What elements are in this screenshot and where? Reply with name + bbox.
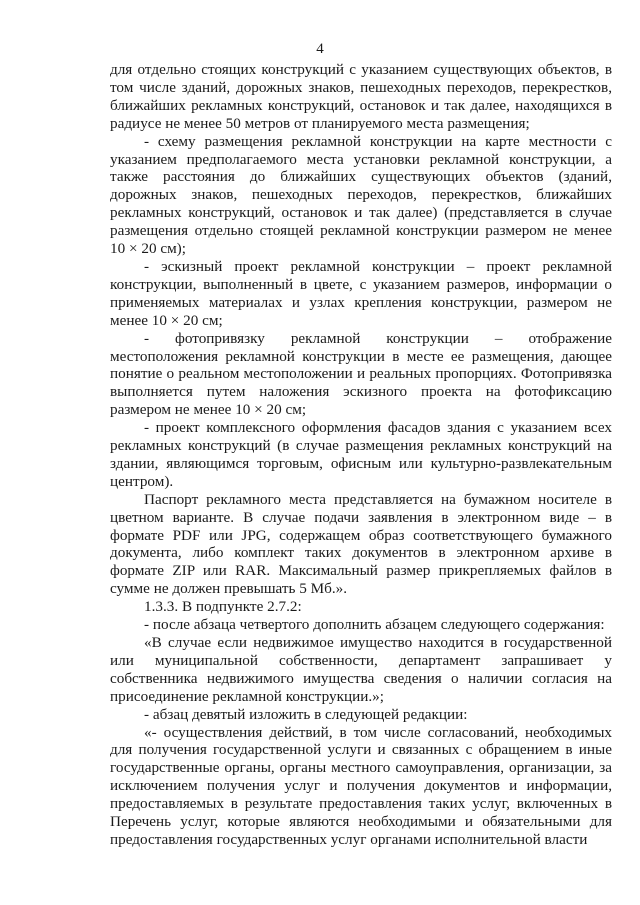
paragraph-quoted-revision: «- осуществления действий, в том числе согласований, необходимых для получения государственной услуги и связанных с обращением в иные государственные органы, органы местного самоуправления, организации, за исключением получения услуг и получения документов и информации, предоставляемых в результате предоставления таких услуг, включенных в Перечень услуг, которые являются необходимыми и обязательными для предоставления государственных услуг органами исполнительной власти [110, 723, 612, 848]
paragraph-photo-reference: - фотопривязку рекламной конструкции – отображение местоположения рекламной конструкции в месте ее размещения, дающее понятие о реальном местоположении и реальных пропорциях. Фотопривязка выполняется путем наложения эскизного проекта на фотофиксацию размером не менее 10 × 20 см; [110, 329, 612, 419]
document-body [110, 61, 612, 849]
paragraph-sketch-project: - эскизный проект рекламной конструкции – проект рекламной конструкции, выполненный в цвете, с указанием размеров, информации о применяемых материалах и узлах крепления конструкции, размером не менее 10 × 20 см; [110, 257, 612, 329]
paragraph-continuation: для отдельно стоящих конструкций с указанием существующих объектов, в том числе зданий, дорожных знаков, пешеходных переходов, перекрестков, ближайших рекламных конструкций, остановок и так далее, находящихся в радиусе не менее 50 метров от планируемого места размещения; [110, 61, 612, 132]
paragraph-amendment-2: - абзац девятый изложить в следующей редакции: [144, 705, 468, 723]
paragraph-subclause-heading: 1.3.3. В подпункте 2.7.2: [144, 598, 302, 616]
paragraph-amendment-1: - после абзаца четвертого дополнить абзацем следующего содержания: [144, 616, 605, 634]
paragraph-passport: Паспорт рекламного места представляется на бумажном носителе в цветном варианте. В случае подачи заявления в электронном виде – в формате PDF или JPG, содержащем образ соответствующего бумажного документа, либо комплект таких документов в электронном архиве в формате ZIP или RAR. Максимальный размер прикрепляемых файлов в сумме не должен превышать 5 Мб.». [110, 490, 612, 598]
paragraph-placement-scheme: - схему размещения рекламной конструкции на карте местности с указанием предполагаемого места установки рекламной конструкции, а также расстояния до ближайших существующих объектов (зданий, дорожных знаков, пешеходных переходов, перекрестков, ближайших рекламных конструкций, остановок и так далее) (представляется в случае размещения отдельно стоящей рекламной конструкции размером не менее 10 × 20 см); [110, 132, 612, 258]
page-number: 4 [316, 41, 324, 57]
paragraph-facade-project: - проект комплексного оформления фасадов здания с указанием всех рекламных конструкций (в случае размещения рекламных конструкций на здании, являющимся торговым, офисным или культурно-развлекательным центром). [110, 419, 612, 490]
paragraph-quoted-addition: «В случае если недвижимое имущество находится в государственной или муниципальной собственности, департамент запрашивает у собственника недвижимого имущества сведения о наличии согласия на присоединение рекламной конструкции.»; [110, 634, 612, 705]
